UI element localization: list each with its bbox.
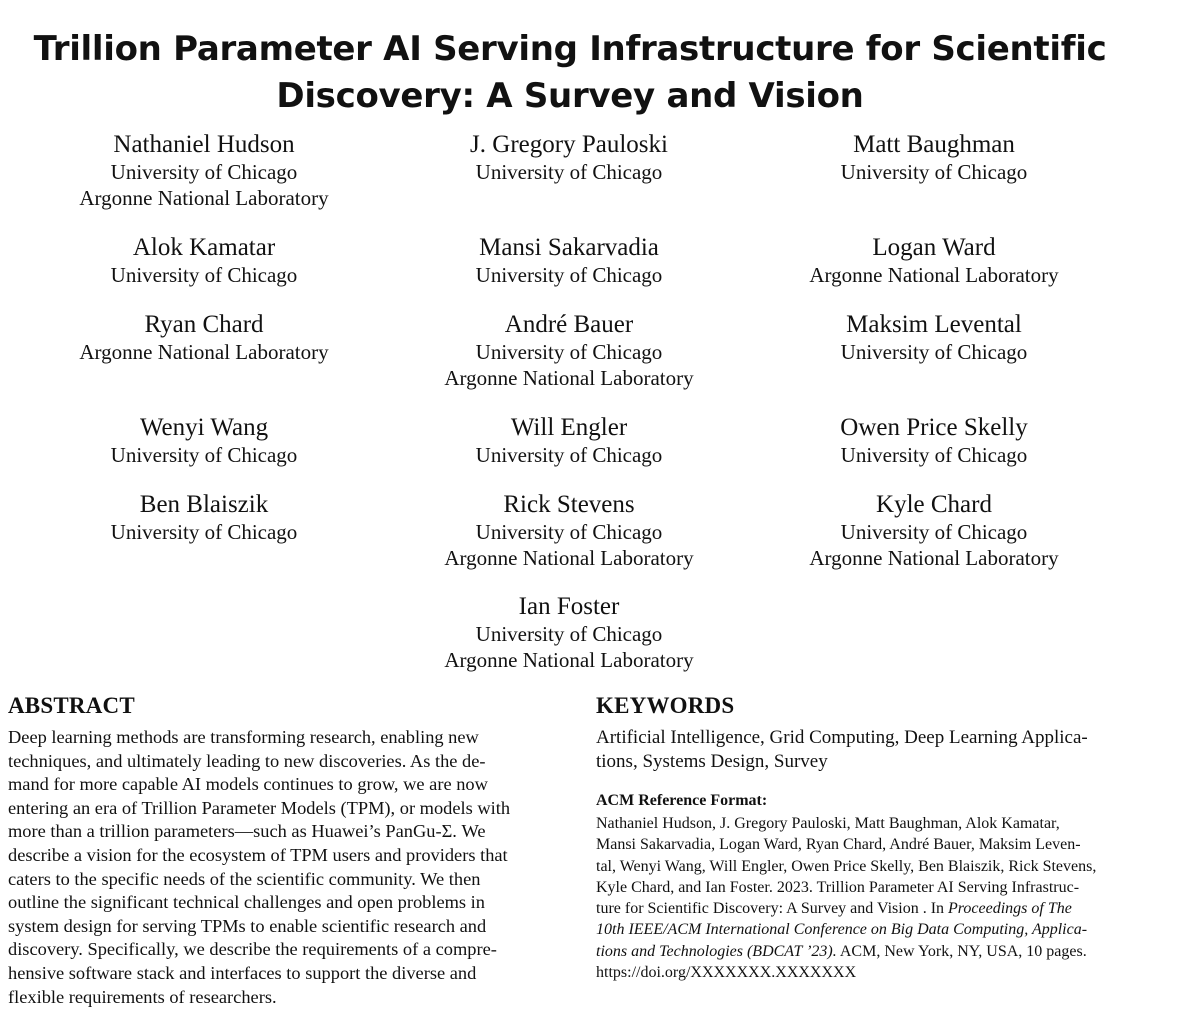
proceedings-italic: 10th IEEE/ACM International Conference on Big Data Computing, Applica- [596,921,1088,939]
author-affiliation: University of Chicago [475,160,663,184]
author-affiliation: University of Chicago [475,263,663,287]
author-name: Ben Blaiszik [139,491,269,518]
doi-link[interactable]: https://doi.org/XXXXXXX.XXXXXXX [596,964,857,982]
author-block [0,311,414,365]
acm-line [596,898,1136,919]
acm-line-part: ACM, New York, NY, USA, 10 pages. [836,942,1087,960]
author-name: André Bauer [504,311,634,338]
author-affiliation: Argonne National Laboratory [79,186,329,210]
author-block [724,234,1144,288]
abstract-line: hensive software stack and interfaces to support the diverse and [8,962,477,983]
keywords-line: tions, Systems Design, Survey [596,751,828,772]
author-name: Matt Baughman [853,131,1015,158]
keywords-body [596,726,1136,774]
author-affiliation: University of Chicago [475,443,663,467]
abstract-line: caters to the specific needs of the scientific community. We then [8,868,481,889]
author-name: Rick Stevens [503,491,635,518]
author-affiliation: Argonne National Laboratory [79,340,329,364]
author-affiliation: University of Chicago [840,443,1028,467]
keywords-line: Artificial Intelligence, Grid Computing, Deep Learning Applica- [596,727,1088,748]
author-name: Maksim Levental [846,311,1022,338]
author-block [0,414,414,468]
title-line-1: Trillion Parameter AI Serving Infrastructure for Scientific [33,29,1107,69]
author-affiliation: University of Chicago [110,520,298,544]
author-affiliation: University of Chicago [110,160,298,184]
author-block [359,234,779,288]
abstract-line: discovery. Specifically, we describe the requirements of a compre- [8,939,497,960]
abstract-line: Deep learning methods are transforming research, enabling new [8,727,479,747]
author-name: Ryan Chard [144,311,264,338]
acm-line: Kyle Chard, and Ian Foster. 2023. Trillion Parameter AI Serving Infrastruc- [596,878,1080,896]
author-name: Ian Foster [518,593,620,620]
abstract-body [8,726,548,1009]
proceedings-italic: Proceedings of The [948,900,1072,918]
author-name: Kyle Chard [876,491,992,518]
abstract-line: system design for serving TPMs to enable scientific research and [8,915,487,936]
abstract-line: describe a vision for the ecosystem of TPM users and providers that [8,844,508,865]
proceedings-italic: tions and Technologies (BDCAT ’23). [596,942,837,960]
author-affiliation: Argonne National Laboratory [444,546,694,570]
author-name: Owen Price Skelly [840,414,1028,441]
author-block [724,131,1144,185]
author-affiliation: Argonne National Laboratory [444,648,694,672]
acm-line: tal, Wenyi Wang, Will Engler, Owen Price Skelly, Ben Blaiszik, Rick Stevens, [596,857,1097,875]
acm-line-part: ture for Scientific Discovery: A Survey and Vision . In [596,900,949,918]
author-name: Will Engler [510,414,628,441]
author-name: Wenyi Wang [139,414,269,441]
author-affiliation: Argonne National Laboratory [809,263,1059,287]
acm-line [596,919,1136,940]
author-affiliation: Argonne National Laboratory [444,366,694,390]
author-block [724,414,1144,468]
author-name: J. Gregory Pauloski [470,131,668,158]
author-name: Logan Ward [872,234,996,261]
author-affiliation: University of Chicago [110,443,298,467]
acm-reference-heading: ACM Reference Format: [596,792,768,809]
author-name: Alok Kamatar [132,234,276,261]
author-block [724,491,1144,571]
author-affiliation: University of Chicago [840,340,1028,364]
abstract-line: techniques, and ultimately leading to new discoveries. As the de- [8,750,486,771]
author-block [359,414,779,468]
author-name: Mansi Sakarvadia [479,234,659,261]
author-block [724,311,1144,365]
abstract-line: entering an era of Trillion Parameter Models (TPM), or models with [8,797,511,818]
abstract-line: more than a trillion parameters—such as Huawei’s PanGu-Σ. We [8,821,486,842]
acm-line: Nathaniel Hudson, J. Gregory Pauloski, Matt Baughman, Alok Kamatar, [596,815,1060,832]
author-block [0,234,414,288]
abstract-line: outline the significant technical challenges and open problems in [8,892,485,913]
abstract-heading: ABSTRACT [8,693,135,718]
author-affiliation: University of Chicago [475,520,663,544]
author-block [0,131,414,211]
abstract-line: flexible requirements of researchers. [8,986,277,1007]
author-affiliation: University of Chicago [840,160,1028,184]
acm-line [596,941,1136,962]
keywords-heading: KEYWORDS [596,693,735,718]
acm-reference-body [596,813,1136,983]
author-name: Nathaniel Hudson [113,131,295,158]
author-affiliation: Argonne National Laboratory [809,546,1059,570]
author-block [359,131,779,185]
author-block [0,491,414,545]
author-block [359,491,779,571]
acm-line: Mansi Sakarvadia, Logan Ward, Ryan Chard, André Bauer, Maksim Leven- [596,836,1081,854]
paper-title [0,26,1140,120]
author-block [359,593,779,673]
title-line-2: Discovery: A Survey and Vision [276,76,864,116]
author-affiliation: University of Chicago [840,520,1028,544]
author-affiliation: University of Chicago [475,340,663,364]
author-affiliation: University of Chicago [475,622,663,646]
abstract-line: mand for more capable AI models continues to grow, we are now [8,774,488,795]
author-block [359,311,779,391]
author-affiliation: University of Chicago [110,263,298,287]
